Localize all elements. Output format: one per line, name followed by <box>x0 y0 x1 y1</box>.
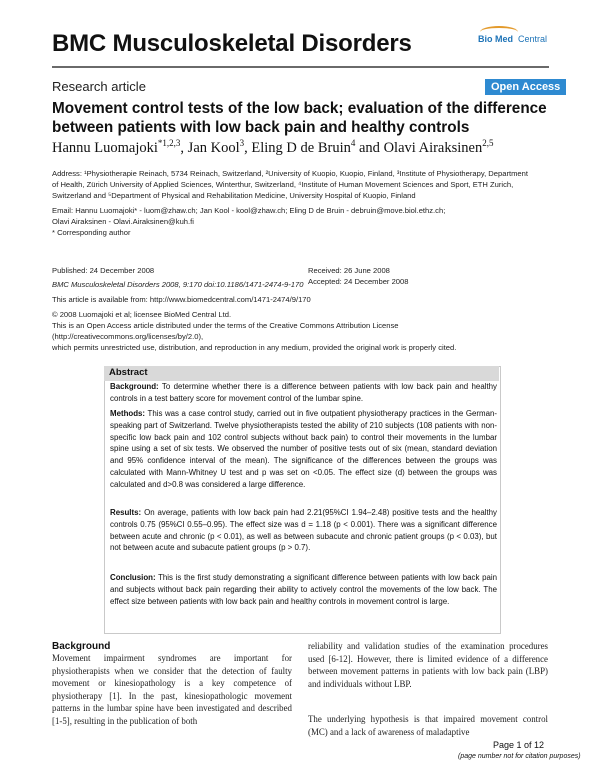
author-name: Hannu Luomajoki <box>52 139 158 156</box>
accepted-date: Accepted: 24 December 2008 <box>308 277 409 286</box>
abstract-background-text: To determine whether there is a difference between patients with low back pain and healthy controls in a test battery score for movement control of the lumbar spine. <box>110 382 497 403</box>
address-block <box>52 168 549 201</box>
abstract-conclusion-text: This is the first study demonstrating a significant difference between patients with low back pain and subjects without back pain regarding their ability to actively control the movements of the low back. The effect size between patients with low back pain and healthy controls in movement control is large. <box>110 573 497 606</box>
title-line-2: between patients with low back pain and healthy controls <box>52 119 470 136</box>
page-number: Page 1 of 12 <box>493 740 545 750</box>
header-rule <box>52 66 549 68</box>
abstract-heading: Abstract <box>104 366 499 381</box>
abstract-background <box>110 381 497 405</box>
email-line[interactable]: Email: Hannu Luomajoki* - luom@zhaw.ch; Jan Kool - kool@zhaw.ch; Eling D de Bruin - debruin@move.biol.ethz.ch; <box>52 206 446 215</box>
author-affiliation: 2,5 <box>482 138 494 148</box>
author-affiliation: 3 <box>239 138 245 148</box>
title-line-1: Movement control tests of the low back; evaluation of the difference <box>52 100 547 117</box>
body-column-right: reliability and validation studies of the examination procedures used [6-12]. However, there is limited evidence of a difference between movement patterns in patients with low back pain (LBP) and individuals without LBP. <box>308 641 548 689</box>
page-number-note: (page number not for citation purposes) <box>458 753 581 760</box>
abstract-conclusion-label: Conclusion: <box>110 573 156 582</box>
body-column-right-paragraph: The underlying hypothesis is that impaired movement control (MC) and a lack of awareness of maladaptive <box>308 714 548 737</box>
abstract-methods <box>110 408 497 491</box>
author-affiliation: *1,2,3 <box>157 138 181 148</box>
address-line: Switzerland and ⁵Department of Physical and Rehabilitation Medicine, University Hospital of Kuopio, Finland <box>52 191 416 200</box>
article-type: Research article <box>52 79 146 94</box>
open-access-badge: Open Access <box>485 79 566 95</box>
logo-central: Central <box>518 34 548 44</box>
author-name: Jan Kool <box>187 139 240 156</box>
dates-block <box>308 265 408 287</box>
abstract-results-label: Results: <box>110 508 142 517</box>
address-line: Address: ¹Physiotherapie Reinach, 5734 Reinach, Switzerland, ²University of Kuopio, Kuopio, Finland, ³Institute of Physiotherapy, Department <box>52 169 528 178</box>
logo-bio: Bio <box>478 34 493 44</box>
journal-title: BMC Musculoskeletal Disorders <box>52 30 412 57</box>
received-date: Received: 26 June 2008 <box>308 266 390 275</box>
license-line[interactable]: This is an Open Access article distributed under the terms of the Creative Commons Attribution License (http://creativecommons.org/licenses/by/2.0), <box>52 321 399 341</box>
author-name: Eling D de Bruin <box>251 139 351 156</box>
logo-med: Med <box>495 34 513 44</box>
published-date: Published: 24 December 2008 <box>52 266 155 275</box>
address-line: of Health, Zürich University of Applied Sciences, Winterthur, Switzerland, ⁴Institute of Human Movement Sciences and Sport, ETH Zurich, <box>52 180 514 189</box>
corresponding-author-note: * Corresponding author <box>52 228 131 237</box>
email-block <box>52 205 549 227</box>
abstract-conclusion <box>110 572 497 607</box>
section-heading: Background <box>52 641 111 652</box>
email-line[interactable]: Olavi Airaksinen - Olavi.Airaksinen@kuh.fi <box>52 217 194 226</box>
biomed-central-logo <box>478 34 558 58</box>
copyright-line: © 2008 Luomajoki et al; licensee BioMed Central Ltd. <box>52 310 232 319</box>
author-list: Hannu Luomajoki$^{*1,2,3}$, Jan Kool$^3$, Eling D de Bruin$^4$ and Olavi Airaksinen$^{2,5}$ <box>52 138 494 156</box>
article-title <box>52 99 552 137</box>
article-url[interactable]: This article is available from: http://www.biomedcentral.com/1471-2474/9/170 <box>52 295 311 304</box>
abstract-methods-label: Methods: <box>110 409 146 418</box>
copyright-block <box>52 309 549 353</box>
license-line: which permits unrestricted use, distribution, and reproduction in any medium, provided the original work is properly cited. <box>52 343 457 352</box>
abstract-background-label: Background: <box>110 382 159 391</box>
citation: BMC Musculoskeletal Disorders 2008, 9:170 doi:10.1186/1471-2474-9-170 <box>52 280 304 289</box>
author-name: Olavi Airaksinen <box>383 139 483 156</box>
body-column-left: Movement impairment syndromes are important for physiotherapists when we consider that the detection of faulty movement or kinesiopathology is a key competence of physiotherapy [1]. In the past, kinesiopathologic movement patterns in the lumbar spine have been investigated and described [1-5], resulting in the publication of both <box>52 653 292 726</box>
abstract-results <box>110 507 497 554</box>
author-affiliation: 4 <box>350 138 356 148</box>
abstract-results-text: On average, patients with low back pain had 2.21(95%CI 1.94–2.48) positive tests and the healthy controls 0.75 (95%CI 0.55–0.95). The effect size was d = 1.18 (p < 0.001). There was a significant difference between acute and chronic (p < 0.01), as well as between subacute and chronic patient groups (p < 0.03), but not between acute and subacute patient groups (p > 0.7). <box>110 508 497 553</box>
abstract-methods-text: This was a case control study, carried out in five outpatient physiotherapy practices in the German-speaking part of Switzerland. Twelve physiotherapists tested the ability of 210 subjects (108 patients with non-specific low back pain and 102 control subjects without back pain) to control their movements in the lumbar spine using a set of six tests. We observed the number of positive tests out of six (mean, standard deviation and 95% confidence interval of the mean). The significance of the differences between the groups was calculated with Mann-Whitney U test and p was set on <0.05. The effect size (d) between the groups was calculated and d>0.8 was considered a large difference. <box>110 409 498 489</box>
